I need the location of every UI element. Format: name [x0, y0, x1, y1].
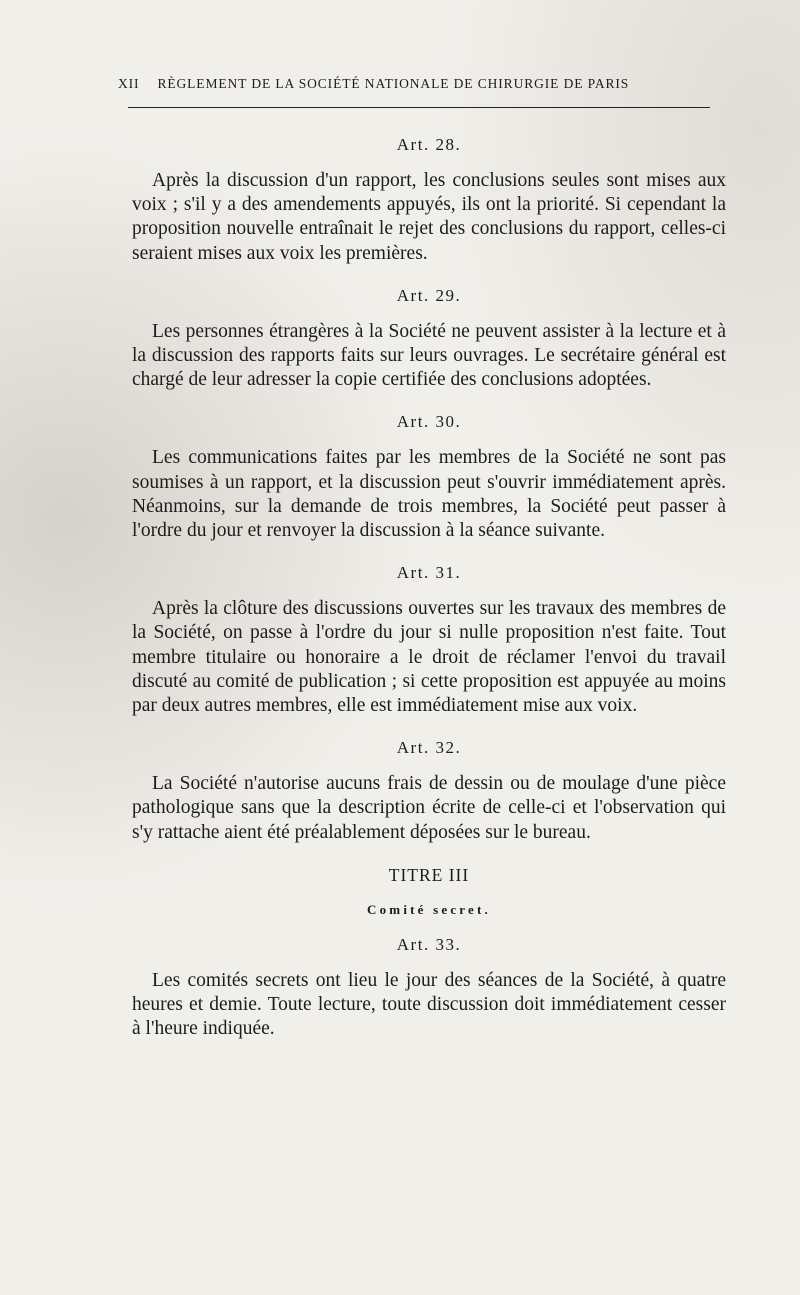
article-text-33: Les comités secrets ont lieu le jour des séances de la Société, à quatre heures et demie. Toute lecture, toute discussion doit immédiatement cesser à l'heure indiquée.	[132, 969, 726, 1040]
running-head	[118, 76, 708, 92]
article-heading-33: Art. 33.	[396, 934, 462, 954]
header-rule	[128, 107, 710, 108]
article-text-31: Après la clôture des discussions ouvertes sur les travaux des membres de la Société, on passe à l'ordre du jour si nulle proposition n'est faite. Tout membre titulaire ou honoraire a le droit de réclamer l'envoi du travail discuté au comité de publication ; si cette proposition est appuyée au moins par deux autres membres, elle est immédiatement mise aux voix.	[132, 598, 726, 717]
part-title: TITRE III	[388, 864, 470, 885]
article-text-29: Les personnes étrangères à la Société ne peuvent assister à la lecture et à la discussion des rapports faits sur leurs ouvrages. Le secrétaire général est chargé de leur adresser la copie certifiée des conclusions adoptées.	[132, 320, 726, 391]
article-text-30: Les communications faites par les membres de la Société ne sont pas soumises à un rapport, et la discussion peut s'ouvrir immédiatement après. Néanmoins, sur la demande de trois membres, la Société peut passer à l'ordre du jour et renvoyer la discussion à la séance suivante.	[132, 447, 726, 542]
running-title: RÈGLEMENT DE LA SOCIÉTÉ NATIONALE DE CHIRURGIE DE PARIS	[157, 76, 630, 91]
article-heading-30: Art. 30.	[396, 412, 462, 432]
page-folio: XII	[118, 76, 140, 91]
article-text-32: La Société n'autorise aucuns frais de dessin ou de moulage d'une pièce pathologique sans que la description écrite de celle-ci et l'observation qui s'y rattache aient été préalablement déposées sur le bureau.	[132, 773, 726, 843]
part-subtitle: Comité secret.	[367, 901, 491, 917]
page-body	[132, 133, 726, 1059]
article-text-28: Après la discussion d'un rapport, les conclusions seules sont mises aux voix ; s'il y a des amendements appuyés, ils ont la priorité. Si cependant la proposition nouvelle entraînait le rejet des conclusions du rapport, celles-ci seraient mises aux voix les premières.	[132, 170, 726, 264]
article-heading-31: Art. 31.	[396, 563, 462, 583]
article-heading-28: Art. 28.	[396, 135, 462, 154]
article-heading-29: Art. 29.	[396, 285, 462, 305]
article-heading-32: Art. 32.	[396, 738, 462, 758]
